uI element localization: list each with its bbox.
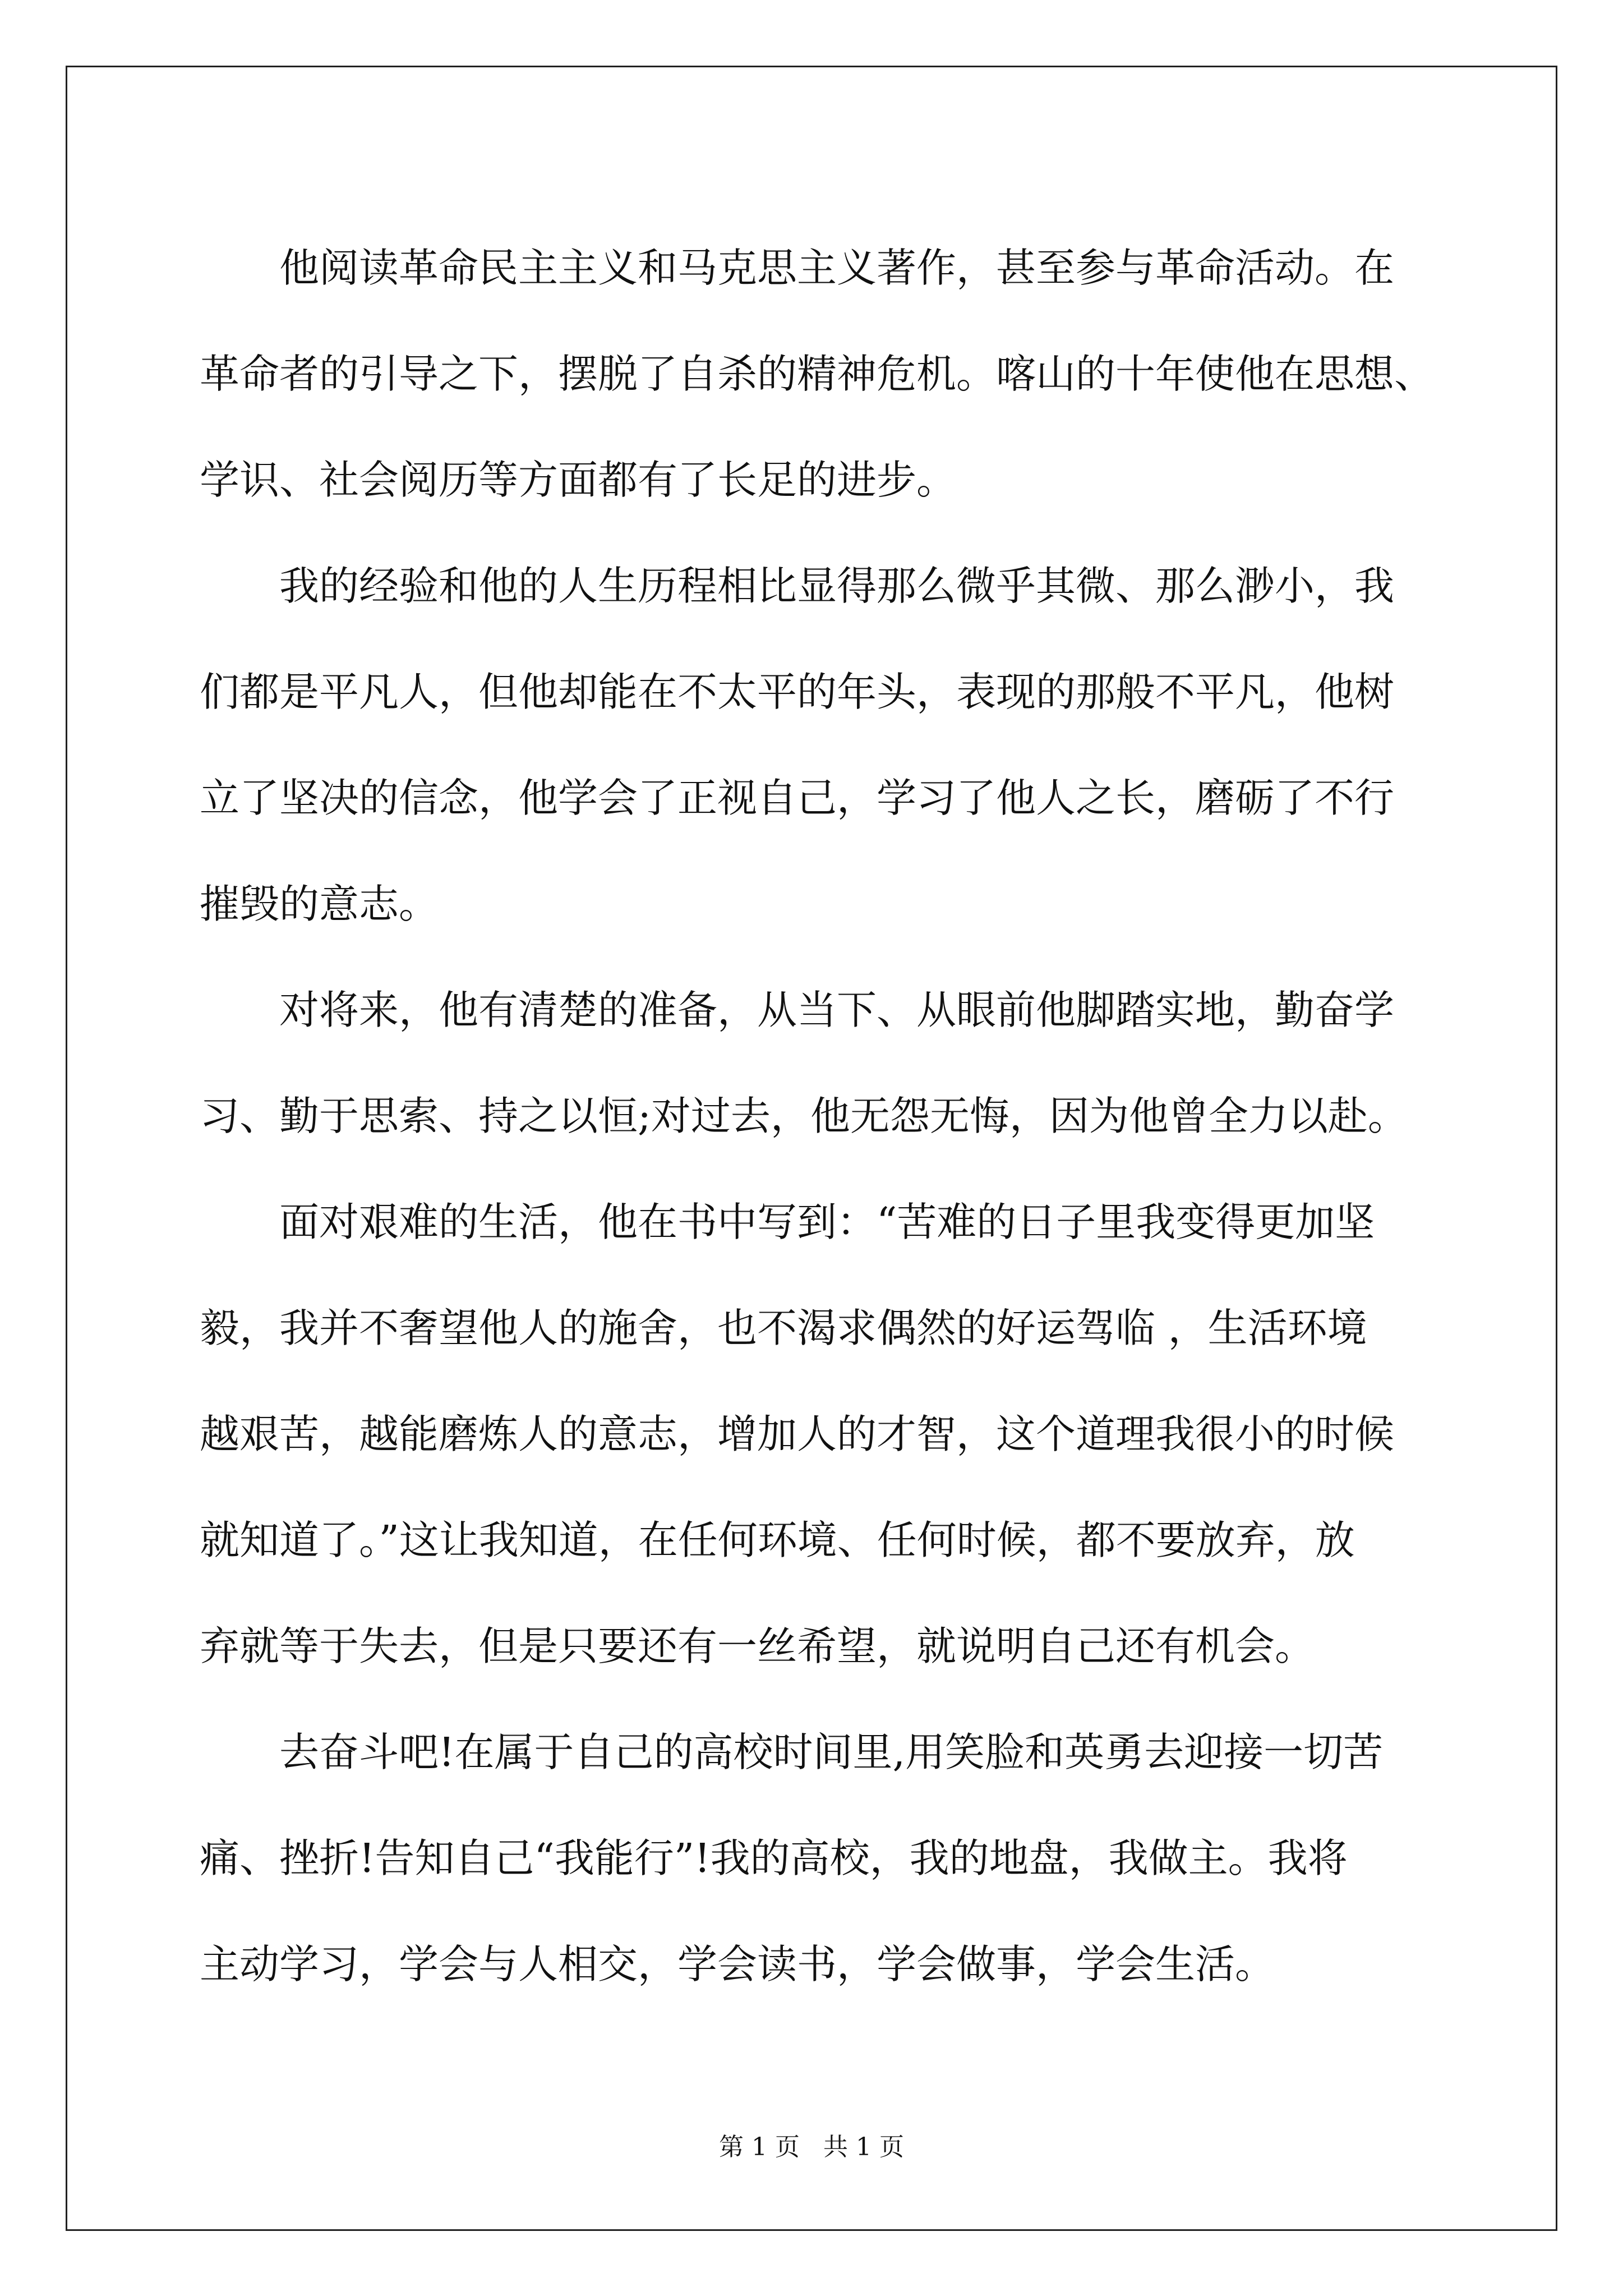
text-line: 革命者的引导之下，摆脱了自杀的精神危机。喀山的十年使他在思想、 [200,351,1435,397]
document-body [200,215,1433,2017]
text-line: 对将来，他有清楚的准备，从当下、从眼前他脚踏实地，勤奋学 [279,987,1395,1033]
text-line: 他阅读革命民主主义和马克思主义著作，甚至参与革命活动。在 [279,245,1395,291]
page-number-footer: 第 1 页 共 1 页 [719,2133,904,2161]
paragraph-2 [200,533,1433,957]
text-line: 痛、挫折!告知自己“我能行”!我的高校，我的地盘，我做主。我将 [200,1835,1348,1881]
text-line: 去奋斗吧!在属于自己的高校时间里,用笑脸和英勇去迎接一切苦 [279,1729,1384,1775]
text-line: 毅，我并不奢望他人的施舍，也不渴求偶然的好运驾临 ，生活环境 [200,1305,1367,1351]
text-line: 们都是平凡人，但他却能在不太平的年头，表现的那般不平凡，他树 [200,669,1395,715]
text-line: 摧毁的意志。 [200,881,439,927]
text-line: 立了坚决的信念，他学会了正视自己，学习了他人之长，磨砺了不行 [200,775,1395,821]
text-line: 就知道了。”这让我知道，在任何环境、任何时候，都不要放弃，放 [200,1517,1355,1563]
paragraph-1 [200,215,1433,533]
paragraph-3 [200,957,1433,1169]
text-line: 主动学习，学会与人相交，学会读书，学会做事，学会生活。 [200,1941,1275,1987]
text-line: 我的经验和他的人生历程相比显得那么微乎其微、那么渺小，我 [279,563,1395,609]
text-line: 学识、社会阅历等方面都有了长足的进步。 [200,457,957,503]
paragraph-5 [200,1699,1433,2017]
text-line: 习、勤于思索、持之以恒;对过去，他无怨无悔，因为他曾全力以赴。 [200,1093,1408,1139]
text-line: 弃就等于失去，但是只要还有一丝希望，就说明自己还有机会。 [200,1623,1315,1669]
paragraph-4 [200,1169,1433,1699]
text-line: 面对艰难的生活，他在书中写到：“苦难的日子里我变得更加坚 [279,1199,1375,1245]
text-line: 越艰苦，越能磨炼人的意志，增加人的才智，这个道理我很小的时候 [200,1411,1395,1457]
